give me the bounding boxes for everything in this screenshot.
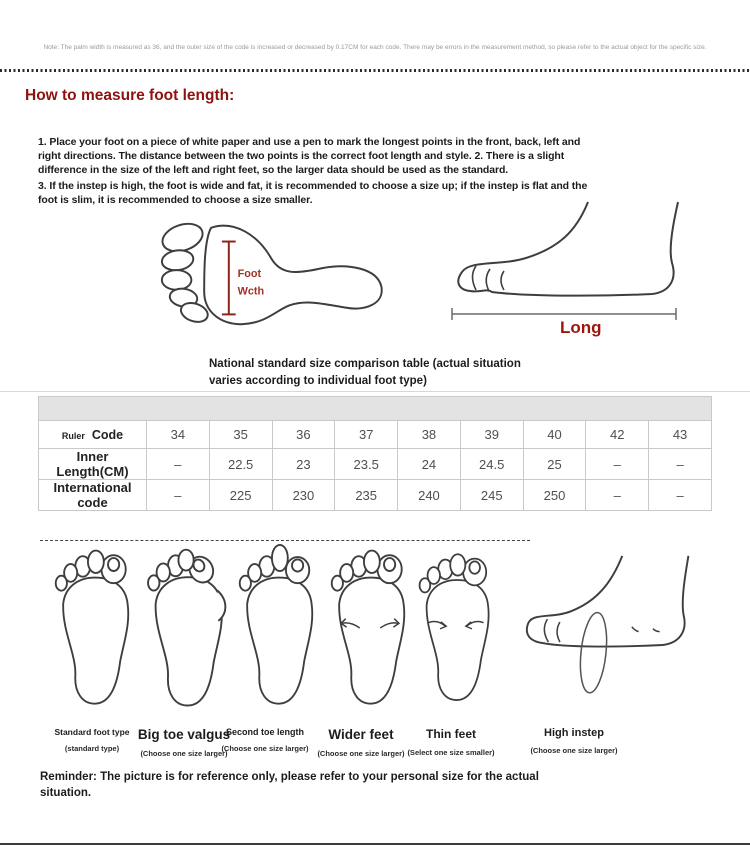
row-label: International code	[39, 480, 147, 511]
size-col: 37	[335, 421, 398, 449]
size-table-title: National standard size comparison table (actual situation varies according to individual foot type)	[209, 358, 521, 387]
table-top-line	[0, 391, 750, 392]
cell: –	[147, 449, 210, 480]
inner-length-row	[39, 449, 712, 480]
foot-type-name: Standard foot type	[54, 727, 130, 737]
cell: –	[586, 449, 649, 480]
standard-foot-illustration	[52, 543, 136, 713]
measure-instructions	[38, 136, 594, 210]
size-col: 39	[460, 421, 523, 449]
foot-type-name: Wider feet	[328, 727, 394, 742]
cell: –	[649, 480, 712, 511]
size-table-title-wrap	[0, 356, 750, 389]
foot-length-label: Long	[560, 318, 602, 337]
cell: 235	[335, 480, 398, 511]
footprint-outline	[204, 226, 382, 325]
cell: 240	[398, 480, 461, 511]
foot-width-label-line2: Wcth	[237, 285, 265, 298]
ruler-label: Ruler	[61, 431, 85, 441]
foot-type-name: High instep	[544, 727, 604, 739]
reminder-text: Reminder: The picture is for reference only, please refer to your personal size for the actual situation.	[40, 771, 539, 799]
international-code-row	[39, 480, 712, 511]
foot-type-label-high-instep	[504, 727, 644, 755]
cell: 23.5	[335, 449, 398, 480]
section-bottom-line	[0, 843, 750, 845]
foot-width-diagram	[140, 212, 420, 340]
instruction-paragraph-1: 1. Place your foot on a piece of white paper and use a pen to mark the longest points in the front, back, left and right directions. The distance between the two points is the correct foot length and style. 2. There is a slight difference in the size of the left and right feet, so the larger data should be used as the standard.	[38, 136, 581, 176]
size-col: 38	[398, 421, 461, 449]
high-instep-illustration	[505, 552, 705, 715]
table-header-label	[39, 421, 147, 449]
code-label: Code	[91, 428, 124, 442]
foot-type-advice: (Choose one size larger)	[221, 744, 309, 753]
foot-type-advice: (standard type)	[64, 744, 120, 753]
second-toe-length-illustration	[236, 543, 320, 713]
cell: –	[586, 480, 649, 511]
cell: 24.5	[460, 449, 523, 480]
foot-type-advice: (Choose one size larger)	[140, 749, 228, 758]
size-comparison-table	[38, 396, 712, 511]
cell: 22.5	[209, 449, 272, 480]
cell: 24	[398, 449, 461, 480]
cell: 225	[209, 480, 272, 511]
side-foot-outline	[458, 202, 678, 296]
foot-type-advice: (Select one size smaller)	[407, 748, 495, 757]
cell: –	[147, 480, 210, 511]
table-gray-band	[39, 397, 712, 421]
thin-feet-illustration	[416, 543, 496, 713]
cell: –	[649, 449, 712, 480]
big-toe-valgus-illustration	[144, 543, 230, 714]
cell: 23	[272, 449, 335, 480]
foot-type-advice: (Choose one size larger)	[530, 746, 618, 755]
toe-alignment-dashed-line	[40, 540, 530, 541]
cell: 230	[272, 480, 335, 511]
size-note-text: Note: The palm width is measured as 36, and the outer size of the code is increased or decreased by 0.17CM for each code. There may be errors in the measurement method, so please refer to the actual object for the specific size.	[43, 44, 707, 51]
cell: 25	[523, 449, 586, 480]
bunion-bump	[217, 591, 225, 621]
foot-type-name: Thin feet	[426, 727, 476, 741]
wider-feet-illustration	[328, 543, 412, 713]
foot-width-label-line1: Foot	[237, 267, 262, 280]
dotted-divider	[0, 69, 750, 72]
table-header-row	[39, 421, 712, 449]
size-col: 40	[523, 421, 586, 449]
foot-type-advice: (Choose one size larger)	[317, 749, 405, 758]
size-col: 36	[272, 421, 335, 449]
foot-length-diagram	[430, 200, 720, 340]
foot-type-name: Second toe length	[225, 727, 304, 737]
foot-type-name: Big toe valgus	[137, 727, 231, 742]
page-title: How to measure foot length:	[25, 87, 235, 104]
cell: 245	[460, 480, 523, 511]
size-col: 34	[147, 421, 210, 449]
row-label: Inner Length(CM)	[39, 449, 147, 480]
instruction-paragraph-2: 3. If the instep is high, the foot is wide and fat, it is recommended to choose a size up; if the instep is flat and the foot is slim, it is recommended to choose a size smaller.	[38, 179, 588, 206]
size-col: 42	[586, 421, 649, 449]
size-col: 35	[209, 421, 272, 449]
size-col: 43	[649, 421, 712, 449]
cell: 250	[523, 480, 586, 511]
foot-type-label-thin	[391, 727, 511, 757]
